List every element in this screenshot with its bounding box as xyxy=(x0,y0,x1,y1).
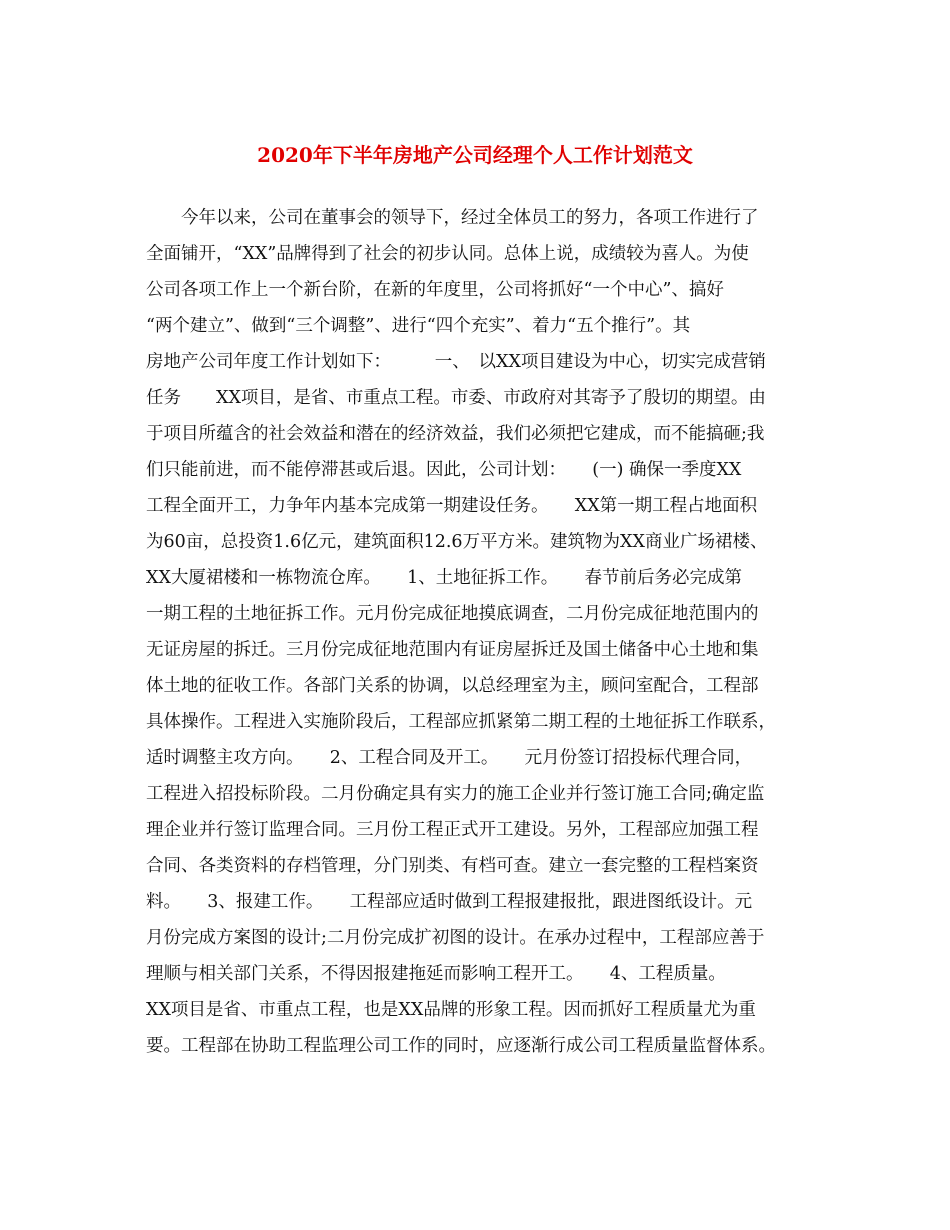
body-line: 理企业并行签订监理合同。三月份工程正式开工建设。另外，工程部应加强工程 xyxy=(146,820,759,840)
body-line: 为60亩，总投资1.6亿元，建筑面积12.6万平方米。建筑物为XX商业广场裙楼、 xyxy=(146,532,768,552)
body-line: 料。 3、报建工作。 工程部应适时做到工程报建报批，跟进图纸设计。元 xyxy=(146,892,753,912)
body-line: 们只能前进，而不能停滞甚或后退。因此，公司计划： (一) 确保一季度XX xyxy=(146,460,742,480)
body-line: 任务 XX项目，是省、市重点工程。市委、市政府对其寄予了殷切的期望。由 xyxy=(146,388,766,408)
body-line: 合同、各类资料的存档管理，分门别类、有档可查。建立一套完整的工程档案资 xyxy=(146,856,759,876)
body-line: 全面铺开，“XX”品牌得到了社会的初步认同。总体上说，成绩较为喜人。为使 xyxy=(146,244,749,264)
body-line: 公司各项工作上一个新台阶，在新的年度里，公司将抓好“一个中心”、搞好 xyxy=(146,280,724,300)
body-line: 工程进入招投标阶段。二月份确定具有实力的施工企业并行签订施工合同;确定监 xyxy=(146,784,765,804)
body-line: 今年以来，公司在董事会的领导下，经过全体员工的努力，各项工作进行了 xyxy=(181,208,759,228)
body-line: 体土地的征收工作。各部门关系的协调，以总经理室为主，顾问室配合，工程部 xyxy=(146,676,759,696)
body-line: XX项目是省、市重点工程，也是XX品牌的形象工程。因而抓好工程质量尤为重 xyxy=(146,1000,756,1020)
body-line: 一期工程的土地征拆工作。元月份完成征地摸底调查，二月份完成征地范围内的 xyxy=(146,604,759,624)
body-line: 理顺与相关部门关系，不得因报建拖延而影响工程开工。 4、工程质量。 xyxy=(146,964,726,984)
body-line: 月份完成方案图的设计;二月份完成扩初图的设计。在承办过程中，工程部应善于 xyxy=(146,928,765,948)
document-title: 2020年下半年房地产公司经理个人工作计划范文 xyxy=(257,143,693,167)
body-line: XX大厦裙楼和一栋物流仓库。 1、土地征拆工作。 春节前后务必完成第 xyxy=(146,568,743,588)
body-line: 房地产公司年度工作计划如下： 一、 以XX项目建设为中心，切实完成营销 xyxy=(146,352,766,372)
body-line: 工程全面开工，力争年内基本完成第一期建设任务。 XX第一期工程占地面积 xyxy=(146,496,758,516)
body-line: 无证房屋的拆迁。三月份完成征地范围内有证房屋拆迁及国土储备中心土地和集 xyxy=(146,640,759,660)
body-line: 具体操作。工程进入实施阶段后，工程部应抓紧第二期工程的土地征拆工作联系， xyxy=(146,712,776,732)
document-body xyxy=(146,200,806,1064)
body-line: 于项目所蕴含的社会效益和潜在的经济效益，我们必须把它建成，而不能搞砸;我 xyxy=(146,424,765,444)
body-line: 适时调整主攻方向。 2、工程合同及开工。 元月份签订招投标代理合同， xyxy=(146,748,753,768)
body-line: “两个建立”、做到“三个调整”、进行“四个充实”、着力“五个推行”。其 xyxy=(146,316,691,336)
body-line: 要。工程部在协助工程监理公司工作的同时，应逐渐行成公司工程质量监督体系。 xyxy=(146,1036,776,1056)
